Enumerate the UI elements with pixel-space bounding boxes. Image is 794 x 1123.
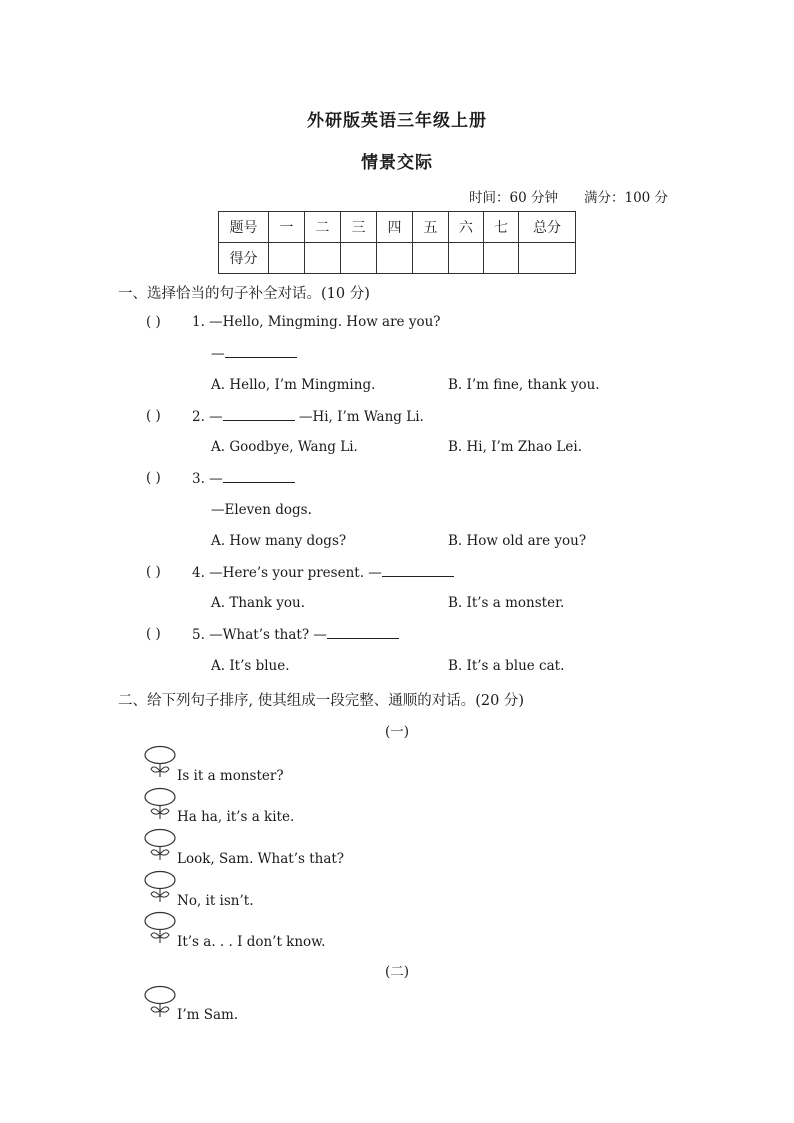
part1-item-3: Look, Sam. What’s that? bbox=[177, 851, 345, 867]
q3-option-a: A. How many dogs? bbox=[211, 533, 347, 549]
q4-stem-pre: 4. —Here’s your present. — bbox=[192, 565, 382, 581]
score-cell-4: 四 bbox=[377, 212, 413, 243]
q5-stem bbox=[192, 626, 399, 643]
q2-answer-blank[interactable] bbox=[223, 408, 295, 421]
q3-option-b: B. How old are you? bbox=[448, 533, 587, 549]
score-table-score-row bbox=[219, 243, 576, 274]
section1-heading: 一、选择恰当的句子补全对话。(10 分) bbox=[118, 286, 370, 302]
flower-answer-icon[interactable] bbox=[143, 828, 177, 862]
score-cell-total: 总分 bbox=[519, 212, 576, 243]
flower-answer-icon[interactable] bbox=[143, 911, 177, 945]
q2-stem-post: —Hi, I’m Wang Li. bbox=[294, 409, 424, 425]
section2-heading: 二、给下列句子排序, 使其组成一段完整、通顺的对话。(20 分) bbox=[118, 693, 525, 709]
q1-option-b: B. I’m fine, thank you. bbox=[448, 377, 600, 393]
part1-item-2: Ha ha, it’s a kite. bbox=[177, 809, 295, 825]
score-cell-6: 六 bbox=[449, 212, 484, 243]
q1-answer-blank[interactable] bbox=[225, 345, 297, 358]
q2-stem bbox=[192, 408, 424, 425]
flower-answer-icon[interactable] bbox=[143, 870, 177, 904]
q3-reply: —Eleven dogs. bbox=[211, 502, 312, 518]
part2-label: (二) bbox=[384, 964, 410, 980]
part1-label: (一) bbox=[384, 724, 410, 740]
q4-stem bbox=[192, 564, 454, 581]
q4-option-b: B. It’s a monster. bbox=[448, 595, 565, 611]
q1-option-a: A. Hello, I’m Mingming. bbox=[211, 377, 376, 393]
q5-option-a: A. It’s blue. bbox=[211, 658, 290, 674]
q4-answer-blank[interactable] bbox=[382, 564, 454, 577]
score-row-label: 得分 bbox=[219, 243, 269, 274]
score-input-6[interactable] bbox=[449, 243, 484, 274]
score-table-header-row bbox=[219, 212, 576, 243]
score-input-total[interactable] bbox=[519, 243, 576, 274]
q4-option-a: A. Thank you. bbox=[211, 595, 305, 611]
score-input-4[interactable] bbox=[377, 243, 413, 274]
score-input-2[interactable] bbox=[305, 243, 341, 274]
score-cell-1: 一 bbox=[269, 212, 305, 243]
q3-answer-blank[interactable] bbox=[223, 470, 295, 483]
score-label: 满分：100 分 bbox=[584, 190, 669, 206]
score-cell-label: 题号 bbox=[219, 212, 269, 243]
q1-reply bbox=[211, 345, 297, 362]
q5-paren[interactable]: ( ) bbox=[146, 626, 161, 642]
time-label: 时间：60 分钟 bbox=[469, 190, 558, 206]
page-subtitle: 情景交际 bbox=[361, 153, 433, 173]
q1-reply-dash: — bbox=[211, 346, 225, 362]
part2-item-1: I’m Sam. bbox=[177, 1007, 239, 1023]
q5-stem-pre: 5. —What’s that? — bbox=[192, 627, 327, 643]
score-cell-3: 三 bbox=[341, 212, 377, 243]
score-input-1[interactable] bbox=[269, 243, 305, 274]
part1-item-1: Is it a monster? bbox=[177, 768, 284, 784]
score-cell-7: 七 bbox=[484, 212, 519, 243]
score-cell-2: 二 bbox=[305, 212, 341, 243]
score-cell-5: 五 bbox=[413, 212, 449, 243]
part1-item-5: It’s a. . . I don’t know. bbox=[177, 934, 326, 950]
q3-stem bbox=[192, 470, 295, 487]
part1-item-4: No, it isn’t. bbox=[177, 893, 254, 909]
flower-answer-icon[interactable] bbox=[143, 787, 177, 821]
score-table bbox=[218, 211, 576, 274]
q5-answer-blank[interactable] bbox=[327, 626, 399, 639]
q1-stem: 1. —Hello, Mingming. How are you? bbox=[192, 314, 441, 330]
score-input-7[interactable] bbox=[484, 243, 519, 274]
q2-stem-pre: 2. — bbox=[192, 409, 223, 425]
q2-option-a: A. Goodbye, Wang Li. bbox=[211, 439, 358, 455]
page-title: 外研版英语三年级上册 bbox=[307, 111, 487, 131]
flower-answer-icon[interactable] bbox=[143, 985, 177, 1019]
q3-stem-pre: 3. — bbox=[192, 471, 223, 487]
score-input-5[interactable] bbox=[413, 243, 449, 274]
q3-paren[interactable]: ( ) bbox=[146, 470, 161, 486]
q4-paren[interactable]: ( ) bbox=[146, 564, 161, 580]
q5-option-b: B. It’s a blue cat. bbox=[448, 658, 565, 674]
q1-paren[interactable]: ( ) bbox=[146, 314, 161, 330]
flower-answer-icon[interactable] bbox=[143, 745, 177, 779]
q2-paren[interactable]: ( ) bbox=[146, 408, 161, 424]
score-input-3[interactable] bbox=[341, 243, 377, 274]
q2-option-b: B. Hi, I’m Zhao Lei. bbox=[448, 439, 582, 455]
